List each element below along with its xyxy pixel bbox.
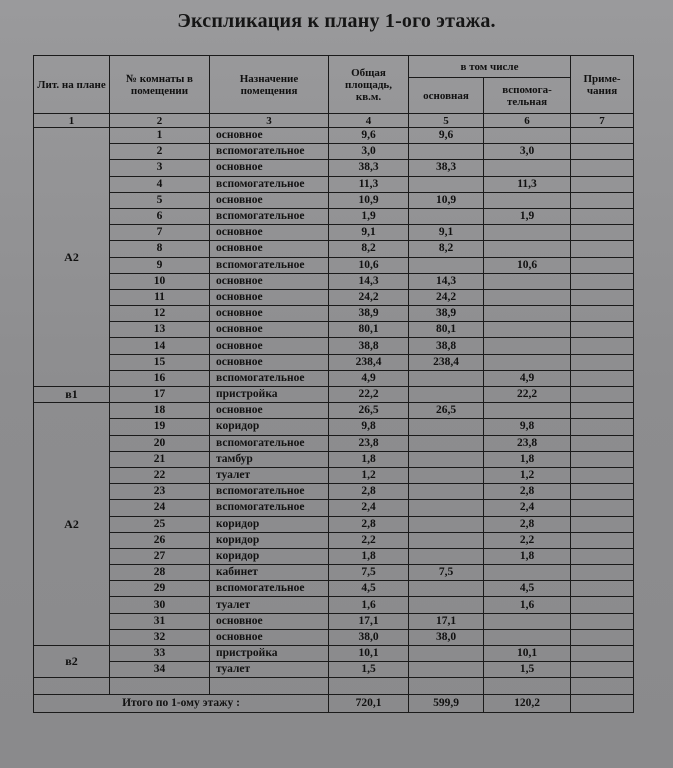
room-area: 24,2 bbox=[329, 289, 409, 305]
room-notes bbox=[571, 144, 634, 160]
room-area: 22,2 bbox=[329, 387, 409, 403]
room-purpose: туалет bbox=[210, 662, 329, 678]
room-number: 6 bbox=[110, 208, 210, 224]
room-notes bbox=[571, 322, 634, 338]
room-notes bbox=[571, 516, 634, 532]
table-row bbox=[34, 613, 634, 629]
room-notes bbox=[571, 467, 634, 483]
room-purpose: туалет bbox=[210, 467, 329, 483]
room-purpose: вспомогательное bbox=[210, 500, 329, 516]
room-number: 4 bbox=[110, 176, 210, 192]
room-area: 23,8 bbox=[329, 435, 409, 451]
room-number: 21 bbox=[110, 451, 210, 467]
room-purpose: пристройка bbox=[210, 387, 329, 403]
room-notes bbox=[571, 257, 634, 273]
room-purpose: основное bbox=[210, 225, 329, 241]
table-row bbox=[34, 354, 634, 370]
room-main-area bbox=[409, 646, 484, 662]
room-purpose: основное bbox=[210, 241, 329, 257]
table-body bbox=[34, 128, 634, 678]
room-notes bbox=[571, 128, 634, 144]
room-area: 9,8 bbox=[329, 419, 409, 435]
room-purpose: вспомогательное bbox=[210, 370, 329, 386]
room-main-area bbox=[409, 419, 484, 435]
room-main-area: 38,8 bbox=[409, 338, 484, 354]
room-area: 38,9 bbox=[329, 306, 409, 322]
table-row bbox=[34, 548, 634, 564]
room-main-area: 9,6 bbox=[409, 128, 484, 144]
room-area: 26,5 bbox=[329, 403, 409, 419]
room-main-area: 9,1 bbox=[409, 225, 484, 241]
room-number: 32 bbox=[110, 629, 210, 645]
room-aux-area: 3,0 bbox=[484, 144, 571, 160]
explication-table bbox=[33, 55, 634, 713]
room-purpose: основное bbox=[210, 192, 329, 208]
room-main-area: 80,1 bbox=[409, 322, 484, 338]
header-notes: Приме-чания bbox=[571, 56, 634, 114]
room-notes bbox=[571, 338, 634, 354]
total-aux: 120,2 bbox=[484, 694, 571, 712]
table-row bbox=[34, 241, 634, 257]
room-number: 11 bbox=[110, 289, 210, 305]
total-label: Итого по 1-ому этажу : bbox=[34, 694, 329, 712]
room-main-area bbox=[409, 176, 484, 192]
room-purpose: вспомогательное bbox=[210, 484, 329, 500]
room-area: 1,5 bbox=[329, 662, 409, 678]
room-main-area: 8,2 bbox=[409, 241, 484, 257]
room-notes bbox=[571, 208, 634, 224]
table-row bbox=[34, 435, 634, 451]
room-notes bbox=[571, 306, 634, 322]
room-aux-area bbox=[484, 629, 571, 645]
room-aux-area bbox=[484, 160, 571, 176]
room-main-area: 238,4 bbox=[409, 354, 484, 370]
room-number: 13 bbox=[110, 322, 210, 338]
table-row bbox=[34, 257, 634, 273]
room-purpose: основное bbox=[210, 273, 329, 289]
room-number: 27 bbox=[110, 548, 210, 564]
room-number: 7 bbox=[110, 225, 210, 241]
room-aux-area: 11,3 bbox=[484, 176, 571, 192]
room-purpose: основное bbox=[210, 354, 329, 370]
room-aux-area bbox=[484, 128, 571, 144]
room-purpose: основное bbox=[210, 160, 329, 176]
room-area: 1,8 bbox=[329, 451, 409, 467]
room-notes bbox=[571, 581, 634, 597]
room-number: 16 bbox=[110, 370, 210, 386]
table-row bbox=[34, 467, 634, 483]
room-area: 17,1 bbox=[329, 613, 409, 629]
room-notes bbox=[571, 532, 634, 548]
room-purpose: тамбур bbox=[210, 451, 329, 467]
room-area: 10,9 bbox=[329, 192, 409, 208]
room-purpose: основное bbox=[210, 613, 329, 629]
table-row bbox=[34, 289, 634, 305]
room-main-area bbox=[409, 662, 484, 678]
room-purpose: основное bbox=[210, 306, 329, 322]
room-notes bbox=[571, 613, 634, 629]
room-aux-area: 2,4 bbox=[484, 500, 571, 516]
room-aux-area: 1,8 bbox=[484, 451, 571, 467]
header-area: Общая площадь, кв.м. bbox=[329, 56, 409, 114]
empty-row bbox=[34, 678, 634, 694]
room-purpose: вспомогательное bbox=[210, 176, 329, 192]
total-notes bbox=[571, 694, 634, 712]
room-number: 8 bbox=[110, 241, 210, 257]
room-notes bbox=[571, 548, 634, 564]
room-main-area bbox=[409, 451, 484, 467]
room-notes bbox=[571, 387, 634, 403]
room-aux-area bbox=[484, 273, 571, 289]
room-purpose: вспомогательное bbox=[210, 581, 329, 597]
room-number: 17 bbox=[110, 387, 210, 403]
total-row bbox=[34, 694, 634, 712]
room-purpose: основное bbox=[210, 322, 329, 338]
room-main-area bbox=[409, 208, 484, 224]
room-main-area: 7,5 bbox=[409, 565, 484, 581]
room-area: 9,6 bbox=[329, 128, 409, 144]
room-main-area bbox=[409, 516, 484, 532]
room-number: 31 bbox=[110, 613, 210, 629]
room-purpose: основное bbox=[210, 289, 329, 305]
lit-cell: А2 bbox=[34, 403, 110, 646]
room-notes bbox=[571, 662, 634, 678]
room-area: 38,0 bbox=[329, 629, 409, 645]
room-number: 19 bbox=[110, 419, 210, 435]
room-main-area bbox=[409, 500, 484, 516]
room-main-area: 24,2 bbox=[409, 289, 484, 305]
room-area: 4,5 bbox=[329, 581, 409, 597]
room-area: 1,6 bbox=[329, 597, 409, 613]
table-row bbox=[34, 532, 634, 548]
room-aux-area bbox=[484, 613, 571, 629]
table-row bbox=[34, 629, 634, 645]
column-index: 5 bbox=[409, 114, 484, 128]
room-notes bbox=[571, 160, 634, 176]
room-notes bbox=[571, 419, 634, 435]
room-aux-area: 10,1 bbox=[484, 646, 571, 662]
room-purpose: пристройка bbox=[210, 646, 329, 662]
total-main: 599,9 bbox=[409, 694, 484, 712]
room-area: 1,9 bbox=[329, 208, 409, 224]
room-number: 33 bbox=[110, 646, 210, 662]
room-area: 2,4 bbox=[329, 500, 409, 516]
room-main-area bbox=[409, 370, 484, 386]
room-aux-area bbox=[484, 354, 571, 370]
room-area: 1,2 bbox=[329, 467, 409, 483]
table-row bbox=[34, 597, 634, 613]
header-room-no: № комнаты в помещении bbox=[110, 56, 210, 114]
room-number: 22 bbox=[110, 467, 210, 483]
document-title: Экспликация к плану 1-ого этажа. bbox=[177, 10, 496, 32]
room-area: 80,1 bbox=[329, 322, 409, 338]
column-index: 4 bbox=[329, 114, 409, 128]
room-aux-area bbox=[484, 289, 571, 305]
room-main-area: 38,0 bbox=[409, 629, 484, 645]
room-number: 23 bbox=[110, 484, 210, 500]
room-number: 14 bbox=[110, 338, 210, 354]
room-number: 2 bbox=[110, 144, 210, 160]
room-aux-area: 2,8 bbox=[484, 516, 571, 532]
room-purpose: основное bbox=[210, 403, 329, 419]
room-area: 2,2 bbox=[329, 532, 409, 548]
room-notes bbox=[571, 597, 634, 613]
room-number: 12 bbox=[110, 306, 210, 322]
table-row bbox=[34, 500, 634, 516]
room-aux-area: 4,9 bbox=[484, 370, 571, 386]
room-aux-area: 2,2 bbox=[484, 532, 571, 548]
column-index: 7 bbox=[571, 114, 634, 128]
room-aux-area: 2,8 bbox=[484, 484, 571, 500]
header-aux: вспомога-тельная bbox=[484, 78, 571, 114]
room-notes bbox=[571, 370, 634, 386]
room-area: 3,0 bbox=[329, 144, 409, 160]
room-aux-area: 1,9 bbox=[484, 208, 571, 224]
lit-cell: в2 bbox=[34, 646, 110, 678]
room-aux-area: 9,8 bbox=[484, 419, 571, 435]
room-aux-area: 1,2 bbox=[484, 467, 571, 483]
room-main-area bbox=[409, 467, 484, 483]
room-purpose: коридор bbox=[210, 516, 329, 532]
room-purpose: коридор bbox=[210, 419, 329, 435]
table-row bbox=[34, 451, 634, 467]
room-purpose: вспомогательное bbox=[210, 435, 329, 451]
table-row bbox=[34, 322, 634, 338]
table-row bbox=[34, 565, 634, 581]
room-purpose: коридор bbox=[210, 532, 329, 548]
room-aux-area bbox=[484, 322, 571, 338]
room-purpose: основное bbox=[210, 629, 329, 645]
table-row bbox=[34, 144, 634, 160]
header-purpose: Назначение помещения bbox=[210, 56, 329, 114]
table-row bbox=[34, 176, 634, 192]
room-number: 10 bbox=[110, 273, 210, 289]
lit-cell: в1 bbox=[34, 387, 110, 403]
room-main-area: 14,3 bbox=[409, 273, 484, 289]
room-number: 30 bbox=[110, 597, 210, 613]
room-purpose: коридор bbox=[210, 548, 329, 564]
column-index-row bbox=[34, 114, 634, 128]
table-row bbox=[34, 387, 634, 403]
room-main-area bbox=[409, 144, 484, 160]
room-aux-area bbox=[484, 403, 571, 419]
room-aux-area: 10,6 bbox=[484, 257, 571, 273]
room-notes bbox=[571, 403, 634, 419]
room-main-area bbox=[409, 435, 484, 451]
room-number: 29 bbox=[110, 581, 210, 597]
room-notes bbox=[571, 241, 634, 257]
header-main: основная bbox=[409, 78, 484, 114]
room-area: 8,2 bbox=[329, 241, 409, 257]
room-purpose: основное bbox=[210, 338, 329, 354]
table-row bbox=[34, 516, 634, 532]
lit-cell: А2 bbox=[34, 128, 110, 387]
table-row bbox=[34, 484, 634, 500]
room-notes bbox=[571, 354, 634, 370]
room-area: 2,8 bbox=[329, 516, 409, 532]
table-row bbox=[34, 646, 634, 662]
room-aux-area: 23,8 bbox=[484, 435, 571, 451]
room-main-area: 38,9 bbox=[409, 306, 484, 322]
room-notes bbox=[571, 500, 634, 516]
room-main-area bbox=[409, 581, 484, 597]
header-lit: Лит. на плане bbox=[34, 56, 110, 114]
room-area: 14,3 bbox=[329, 273, 409, 289]
room-area: 38,3 bbox=[329, 160, 409, 176]
room-main-area bbox=[409, 597, 484, 613]
table-row bbox=[34, 128, 634, 144]
room-aux-area: 1,5 bbox=[484, 662, 571, 678]
room-main-area bbox=[409, 532, 484, 548]
table-row bbox=[34, 338, 634, 354]
column-index: 1 bbox=[34, 114, 110, 128]
room-number: 9 bbox=[110, 257, 210, 273]
table-row bbox=[34, 208, 634, 224]
room-notes bbox=[571, 629, 634, 645]
room-main-area bbox=[409, 548, 484, 564]
table-row bbox=[34, 370, 634, 386]
column-index: 6 bbox=[484, 114, 571, 128]
room-aux-area: 22,2 bbox=[484, 387, 571, 403]
room-area: 10,1 bbox=[329, 646, 409, 662]
room-aux-area bbox=[484, 241, 571, 257]
room-notes bbox=[571, 273, 634, 289]
room-aux-area bbox=[484, 192, 571, 208]
room-notes bbox=[571, 176, 634, 192]
room-number: 25 bbox=[110, 516, 210, 532]
room-main-area: 26,5 bbox=[409, 403, 484, 419]
room-aux-area: 4,5 bbox=[484, 581, 571, 597]
room-main-area: 10,9 bbox=[409, 192, 484, 208]
room-number: 20 bbox=[110, 435, 210, 451]
room-purpose: вспомогательное bbox=[210, 208, 329, 224]
room-aux-area bbox=[484, 306, 571, 322]
room-aux-area bbox=[484, 225, 571, 241]
room-notes bbox=[571, 451, 634, 467]
room-purpose: вспомогательное bbox=[210, 144, 329, 160]
room-aux-area: 1,8 bbox=[484, 548, 571, 564]
room-number: 1 bbox=[110, 128, 210, 144]
column-index: 2 bbox=[110, 114, 210, 128]
table-row bbox=[34, 403, 634, 419]
room-purpose: основное bbox=[210, 128, 329, 144]
header-incl: в том числе bbox=[409, 56, 571, 78]
room-number: 5 bbox=[110, 192, 210, 208]
room-number: 28 bbox=[110, 565, 210, 581]
room-area: 38,8 bbox=[329, 338, 409, 354]
room-notes bbox=[571, 435, 634, 451]
room-aux-area bbox=[484, 338, 571, 354]
total-area: 720,1 bbox=[329, 694, 409, 712]
room-notes bbox=[571, 289, 634, 305]
room-area: 7,5 bbox=[329, 565, 409, 581]
room-notes bbox=[571, 565, 634, 581]
room-area: 9,1 bbox=[329, 225, 409, 241]
room-main-area bbox=[409, 257, 484, 273]
table-row bbox=[34, 160, 634, 176]
room-purpose: вспомогательное bbox=[210, 257, 329, 273]
column-index: 3 bbox=[210, 114, 329, 128]
room-area: 1,8 bbox=[329, 548, 409, 564]
room-notes bbox=[571, 225, 634, 241]
room-number: 18 bbox=[110, 403, 210, 419]
room-number: 3 bbox=[110, 160, 210, 176]
room-area: 4,9 bbox=[329, 370, 409, 386]
room-aux-area bbox=[484, 565, 571, 581]
room-main-area bbox=[409, 387, 484, 403]
table-row bbox=[34, 419, 634, 435]
room-aux-area: 1,6 bbox=[484, 597, 571, 613]
room-notes bbox=[571, 192, 634, 208]
table-row bbox=[34, 306, 634, 322]
table-row bbox=[34, 273, 634, 289]
room-number: 24 bbox=[110, 500, 210, 516]
room-notes bbox=[571, 484, 634, 500]
room-number: 26 bbox=[110, 532, 210, 548]
table-row bbox=[34, 662, 634, 678]
room-main-area bbox=[409, 484, 484, 500]
table-row bbox=[34, 192, 634, 208]
room-notes bbox=[571, 646, 634, 662]
room-main-area: 38,3 bbox=[409, 160, 484, 176]
room-number: 15 bbox=[110, 354, 210, 370]
room-number: 34 bbox=[110, 662, 210, 678]
room-area: 2,8 bbox=[329, 484, 409, 500]
table-row bbox=[34, 581, 634, 597]
table-row bbox=[34, 225, 634, 241]
room-purpose: туалет bbox=[210, 597, 329, 613]
room-area: 10,6 bbox=[329, 257, 409, 273]
room-purpose: кабинет bbox=[210, 565, 329, 581]
room-area: 11,3 bbox=[329, 176, 409, 192]
room-main-area: 17,1 bbox=[409, 613, 484, 629]
room-area: 238,4 bbox=[329, 354, 409, 370]
